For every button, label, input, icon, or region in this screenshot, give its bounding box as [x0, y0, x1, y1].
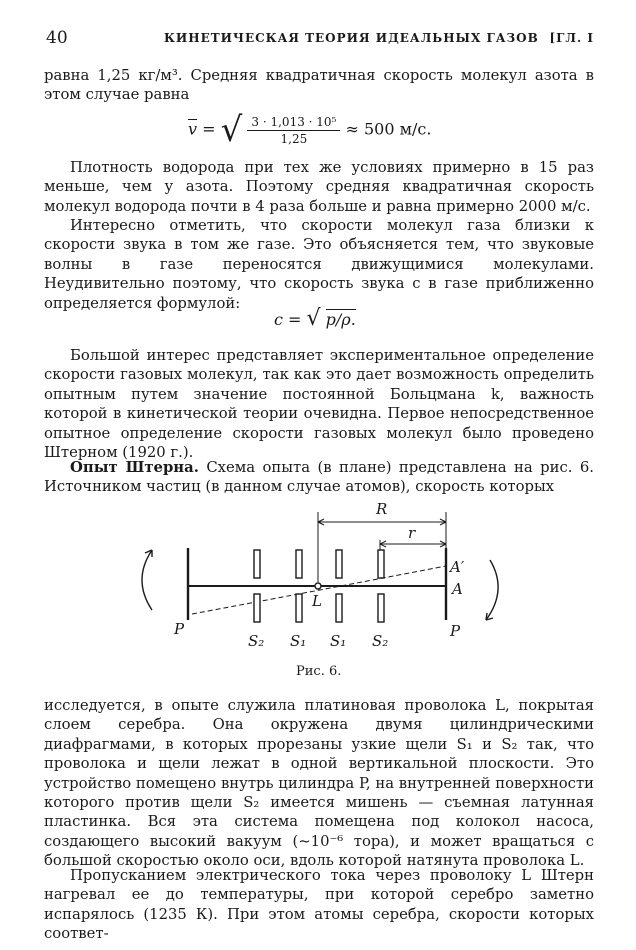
diaphragm-s1-right-upper: [336, 550, 342, 578]
formula-rhs: ≈ 500 м/с.: [345, 119, 432, 139]
page-header: [46, 28, 594, 50]
label-S1-left: S₁: [290, 632, 307, 650]
label-P-left: P: [174, 620, 185, 638]
diaphragm-s2-right-upper: [378, 550, 384, 578]
diaphragm-s2-left-upper: [254, 550, 260, 578]
figure-caption: Рис. 6.: [296, 664, 342, 679]
paragraph-4: [44, 346, 594, 462]
sqrt-icon: √: [220, 110, 243, 150]
formula-denominator: 1,25: [280, 131, 308, 146]
formula-fraction: [247, 115, 340, 146]
figure-6: [130, 492, 510, 662]
label-L: L: [312, 592, 322, 610]
formula2-radicand: p/ρ.: [325, 310, 356, 329]
label-S2-right: S₂: [372, 632, 389, 650]
paragraph-1: [44, 66, 594, 105]
sqrt-icon: √: [306, 306, 321, 331]
page-number: 40: [46, 28, 68, 48]
label-S2-left: S₂: [248, 632, 265, 650]
paragraph-5-text: Схема опыта (в плане) представлена на рис. 6. Источником частиц (в данном случае атомов), скорость которых: [44, 459, 594, 496]
formula-rms-speed: $\overline{v}$ = √ $\frac{\text{3 · 1,013 · 10⁵}}{1,25}$ ≈ 500 м/с.: [188, 110, 432, 150]
stern-experiment-heading: Опыт Штерна.: [70, 459, 199, 476]
paragraph-3: [44, 216, 594, 313]
formula2-lhs: c =: [274, 310, 302, 329]
stern-experiment-diagram: [130, 492, 510, 662]
label-S1-right: S₁: [330, 632, 347, 650]
diaphragm-s2-right-lower: [378, 594, 384, 622]
paragraph-3-text: Интересно отметить, что скорости молекул газа близки к скорости звука в том же газе. Это объясняется тем, что звуковые волны в газе переносятся движущимися молекулами. Неудивительно поэтому, что скорость звука c в газе приближенно определяется формулой:: [44, 217, 594, 312]
label-A: A: [452, 580, 463, 598]
diaphragm-s2-left-lower: [254, 594, 260, 622]
paragraph-6-text: исследуется, в опыте служила платиновая проволока L, покрытая слоем серебра. Она окружена двумя цилиндрическими диафрагмами, в которых прорезаны узкие щели S₁ и S₂ так, что проволока и щели лежат в одной вертикальной плоскости. Это устройство помещено внутрь цилиндра P, на внутренней поверхности которого против щели S₂ имеется мишень — съемная латунная пластинка. Вся эта система помещена под колокол насоса, создающего высокий вакуум (~10⁻⁶ тора), и может вращаться с большой скоростью около оси, вдоль которой натянута проволока L.: [44, 697, 594, 870]
chapter-marker: [ГЛ. I: [549, 31, 594, 45]
label-A-prime: A′: [450, 558, 465, 576]
diaphragm-s1-right-lower: [336, 594, 342, 622]
paragraph-1-text: равна 1,25 кг/м³. Средняя квадратичная скорость молекул азота в этом случае равна: [44, 67, 594, 104]
running-title: КИНЕТИЧЕСКАЯ ТЕОРИЯ ИДЕАЛЬНЫХ ГАЗОВ: [164, 31, 539, 45]
label-P-right: P: [450, 622, 461, 640]
wire-L-marker: [315, 583, 321, 589]
paragraph-7-text: Пропусканием электрического тока через проволоку L Штерн нагревал ее до температуры, при которой серебро заметно испарялось (1235 К). При этом атомы серебра, скорости которых соответ-: [44, 867, 594, 943]
paragraph-6: [44, 696, 594, 871]
label-R: R: [376, 500, 388, 518]
rotation-arrow-right: [486, 560, 498, 620]
paragraph-7: [44, 866, 594, 944]
rotation-arrow-left: [142, 550, 152, 610]
paragraph-4-text: Большой интерес представляет экспериментальное определение скорости газовых молекул, так как это дает возможность определить опытным путем значение постоянной Больцмана k, важность которой в кинетической теории очевидна. Первое непосредственное опытное определение скорости газовых молекул было проведено Штерном (1920 г.).: [44, 347, 594, 462]
formula-numerator: 3 · 1,013 · 10⁵: [247, 115, 340, 131]
diaphragm-s1-left-lower: [296, 594, 302, 622]
paragraph-5: [44, 458, 594, 497]
label-r: r: [408, 524, 416, 542]
formula-lhs: $\overline{v}$: [188, 119, 198, 139]
paragraph-2-text: Плотность водорода при тех же условиях примерно в 15 раз меньше, чем у азота. Поэтому средняя квадратичная скорость молекул водорода почти в 4 раза больше и равна примерно 2000 м/с.: [44, 159, 594, 215]
diaphragm-s1-left-upper: [296, 550, 302, 578]
formula-sound-speed: [274, 306, 356, 331]
paragraph-2: [44, 158, 594, 216]
